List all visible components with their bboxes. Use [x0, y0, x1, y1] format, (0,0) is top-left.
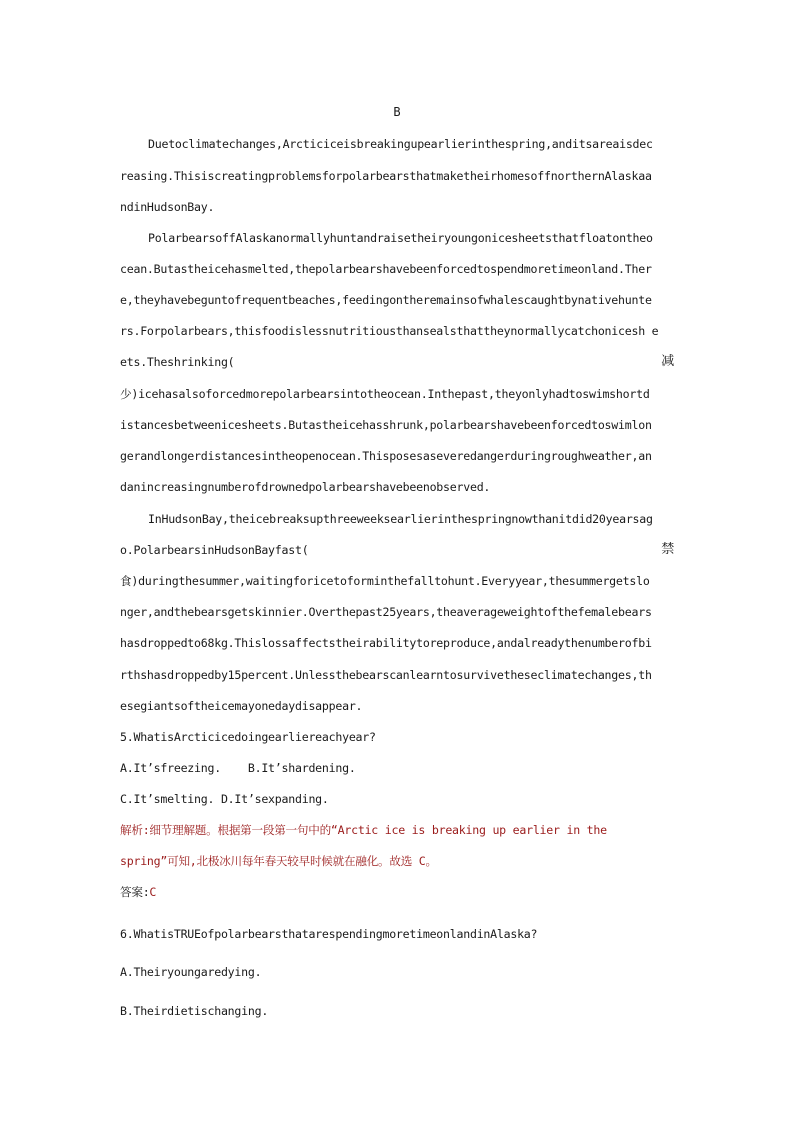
- p3-line-7: esegiantsoftheicemayonedaydisappear.: [120, 699, 363, 713]
- p2-line-5-text: ets.Theshrinking(: [120, 355, 235, 369]
- q5-options-line-1: A.It’sfreezing. B.It’shardening.: [120, 761, 356, 775]
- q5-analysis-line-1: 解析:细节理解题。根据第一段第一句中的“Arctic ice is breaking up earlier in the: [120, 823, 607, 837]
- p3-line-3: 食)duringthesummer,waitingforicetoforminthefalltohunt.Everyyear,thesummergetslo: [120, 574, 650, 588]
- p1-line-3: ndinHudsonBay.: [120, 200, 215, 214]
- section-label: B: [393, 105, 401, 119]
- p1-line-1: Duetoclimatechanges,Arcticiceisbreakingupearlierinthespring,anditsareaisdec: [148, 137, 653, 151]
- q5-answer-value: C: [149, 885, 157, 899]
- p2-line-5: [120, 354, 674, 370]
- p2-line-5-cjk: 减: [661, 354, 674, 369]
- p2-line-3: e,theyhavebeguntofrequentbeaches,feedingontheremainsofwhalescaughtbynativehunte: [120, 293, 652, 307]
- p2-line-9: danincreasingnumberofdrownedpolarbearshavebeenobserved.: [120, 480, 491, 494]
- p3-line-4: nger,andthebearsgetskinnier.Overthepast25years,theaverageweightofthefemalebears: [120, 605, 652, 619]
- q5-options-line-2: C.It’smelting. D.It’sexpanding.: [120, 792, 329, 806]
- p3-line-2-cjk: 禁: [661, 542, 674, 557]
- p3-line-1: InHudsonBay,theicebreaksupthreeweeksearlierinthespringnowthanitdid20yearsag: [148, 512, 653, 526]
- p2-line-8: gerandlongerdistancesintheopenocean.Thisposesaseveredangerduringroughweather,an: [120, 449, 652, 463]
- q6-option-a: A.Theiryoungaredying.: [120, 965, 262, 979]
- document-page: [120, 0, 674, 1123]
- p3-line-2: [120, 542, 674, 558]
- p2-line-2: cean.Butastheicehasmelted,thepolarbearshavebeenforcedtospendmoretimeonland.Ther: [120, 262, 652, 276]
- p3-line-2-text: o.PolarbearsinHudsonBayfast(: [120, 543, 309, 557]
- q5-answer-label: 答案:: [120, 885, 150, 899]
- p1-line-2: reasing.ThisiscreatingproblemsforpolarbearsthatmaketheirhomesoffnorthernAlaskaa: [120, 169, 652, 183]
- p2-line-7: istancesbetweenicesheets.Butastheicehasshrunk,polarbearshavebeenforcedtoswimlon: [120, 418, 652, 432]
- q5-stem: 5.WhatisArcticicedoingearliereachyear?: [120, 730, 376, 744]
- q6-option-b: B.Theirdietischanging.: [120, 1004, 269, 1018]
- p3-line-6: rthshasdroppedby15percent.Unlessthebearscanlearntosurvivetheseclimatechanges,th: [120, 668, 652, 682]
- p2-line-6: 少)icehasalsoforcedmorepolarbearsintotheocean.Inthepast,theyonlyhadtoswimshortd: [120, 387, 650, 401]
- p2-line-1: PolarbearsoffAlaskanormallyhuntandraisetheiryoungonicesheetsthatfloatontheo: [148, 231, 653, 245]
- p3-line-5: hasdroppedto68kg.Thislossaffectstheirabilitytoreproduce,andalreadythenumberofbi: [120, 636, 652, 650]
- q5-analysis-line-2: spring”可知,北极冰川每年春天较早时候就在融化。故选 C。: [120, 854, 437, 868]
- p2-line-4: rs.Forpolarbears,thisfoodislessnutritiousthansealsthattheynormallycatchonicesh e: [120, 324, 659, 338]
- q6-stem: 6.WhatisTRUEofpolarbearsthatarespendingmoretimeonlandinAlaska?: [120, 927, 538, 941]
- q5-answer: [120, 884, 674, 900]
